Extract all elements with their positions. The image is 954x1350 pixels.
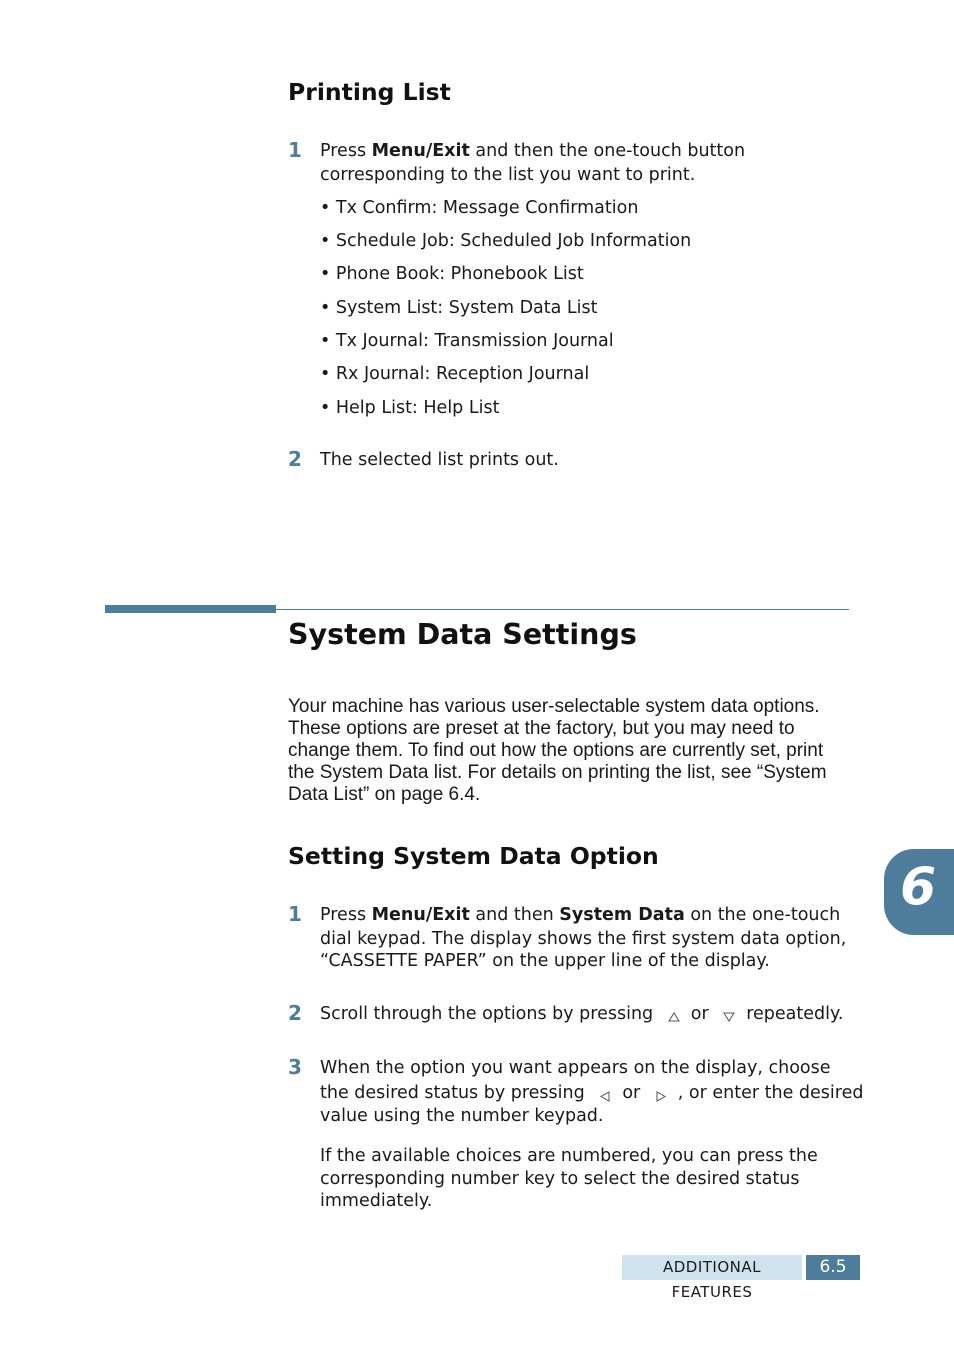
footer-page-number: 6.5 xyxy=(806,1255,860,1280)
step-number: 3 xyxy=(288,1055,302,1079)
step-text-part: on the one-touch xyxy=(684,905,841,925)
list-item: • Schedule Job: Scheduled Job Information xyxy=(320,231,692,251)
step-number: 1 xyxy=(288,138,302,162)
step-text-part: and then the one-touch button xyxy=(469,141,746,161)
paragraph-line: Your machine has various user-selectable system data options. xyxy=(288,696,820,717)
step-text-part: or xyxy=(690,1004,709,1024)
step-text: dial keypad. The display shows the first system data option, xyxy=(320,929,847,949)
section-rule-thin xyxy=(276,609,849,610)
chapter-number: 6 xyxy=(900,857,937,917)
intro-paragraph xyxy=(288,696,858,806)
list-item: • Rx Journal: Reception Journal xyxy=(320,364,590,384)
step-text xyxy=(320,1081,863,1105)
paragraph-line: change them. To find out how the options are currently set, print xyxy=(288,740,824,761)
up-arrow-icon xyxy=(667,1007,681,1021)
menu-exit-key: Menu/Exit xyxy=(371,905,470,925)
paragraph-line: Data List” on page 6.4. xyxy=(288,784,481,805)
down-arrow-icon xyxy=(722,1007,736,1021)
step-text: The selected list prints out. xyxy=(320,450,559,470)
note-text: corresponding number key to select the desired status xyxy=(320,1169,800,1189)
step-text: corresponding to the list you want to print. xyxy=(320,165,696,185)
paragraph-line: These options are preset at the factory, but you may need to xyxy=(288,718,795,739)
section-heading-printing-list: Printing List xyxy=(288,78,451,106)
step-text xyxy=(320,139,745,163)
left-arrow-icon xyxy=(598,1086,612,1100)
menu-exit-key: Menu/Exit xyxy=(371,141,470,161)
step-text-part: Press xyxy=(320,905,372,925)
system-data-key: System Data xyxy=(559,905,685,925)
step-number: 2 xyxy=(288,1001,302,1025)
step-text xyxy=(320,1002,843,1026)
step-text-part: , or enter the desired xyxy=(677,1083,864,1103)
step-text: When the option you want appears on the display, choose xyxy=(320,1058,831,1078)
step-text: “CASSETTE PAPER” on the upper line of the display. xyxy=(320,951,770,971)
list-item: • Phone Book: Phonebook List xyxy=(320,264,584,284)
step-text-part: Scroll through the options by pressing xyxy=(320,1004,654,1024)
list-item: • Tx Confirm: Message Confirmation xyxy=(320,198,639,218)
section-heading-setting-option: Setting System Data Option xyxy=(288,842,659,870)
list-item: • Tx Journal: Transmission Journal xyxy=(320,331,614,351)
section-rule-thick xyxy=(105,605,276,613)
step-text xyxy=(320,903,840,927)
note-text: immediately. xyxy=(320,1191,433,1211)
step-text-part: and then xyxy=(469,905,560,925)
step-text-part: Press xyxy=(320,141,372,161)
step-text: value using the number keypad. xyxy=(320,1106,604,1126)
step-text-part: repeatedly. xyxy=(746,1004,844,1024)
paragraph-line: the System Data list. For details on printing the list, see “System xyxy=(288,762,827,783)
list-item: • Help List: Help List xyxy=(320,398,500,418)
step-number: 1 xyxy=(288,902,302,926)
step-text-part: or xyxy=(622,1083,641,1103)
chapter-tab xyxy=(884,849,954,935)
step-text-part: the desired status by pressing xyxy=(320,1083,585,1103)
footer-section-label: ADDITIONAL FEATURES xyxy=(622,1255,802,1280)
note-text: If the available choices are numbered, you can press the xyxy=(320,1146,818,1166)
section-heading-system-data-settings: System Data Settings xyxy=(288,618,637,651)
right-arrow-icon xyxy=(654,1086,668,1100)
list-item: • System List: System Data List xyxy=(320,298,598,318)
step-number: 2 xyxy=(288,447,302,471)
